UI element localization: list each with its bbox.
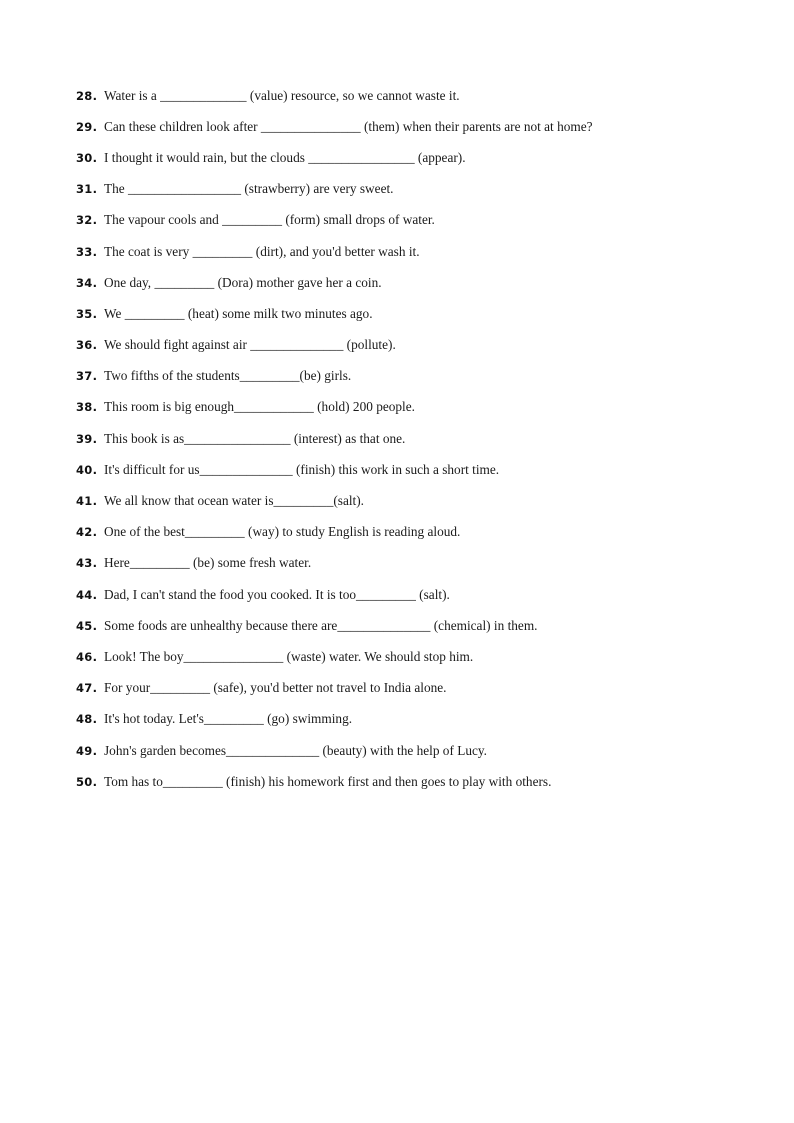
question-number: 33.	[76, 244, 98, 259]
question-number: 36.	[76, 338, 98, 353]
question-item	[76, 236, 766, 267]
question-text: Water is a _____________ (value) resource, so we cannot waste it.	[104, 87, 460, 103]
question-item	[76, 673, 766, 704]
question-text: One day, _________ (Dora) mother gave her a coin.	[104, 274, 382, 290]
question-text: Dad, I can't stand the food you cooked. It is too_________ (salt).	[104, 586, 450, 602]
question-item	[76, 641, 766, 672]
question-item	[76, 454, 766, 485]
question-item	[76, 766, 766, 797]
question-text: Two fifths of the students_________(be) girls.	[104, 368, 352, 384]
question-number: 31.	[76, 182, 98, 197]
question-text: Look! The boy_______________ (waste) water. We should stop him.	[104, 648, 474, 664]
question-number: 34.	[76, 275, 98, 290]
question-item	[76, 111, 766, 142]
question-text: This book is as________________ (interest) as that one.	[104, 430, 406, 446]
question-item	[76, 610, 766, 641]
question-number: 35.	[76, 306, 98, 321]
question-text: Tom has to_________ (finish) his homework first and then goes to play with others.	[104, 773, 552, 789]
question-item	[76, 267, 766, 298]
question-text: Here_________ (be) some fresh water.	[104, 555, 312, 571]
question-item	[76, 330, 766, 361]
question-item	[76, 361, 766, 392]
question-text: Can these children look after _______________ (them) when their parents are not at home?	[104, 118, 593, 134]
question-text: It's difficult for us______________ (finish) this work in such a short time.	[104, 461, 500, 477]
question-text: For your_________ (safe), you'd better not travel to India alone.	[104, 680, 447, 696]
question-number: 32.	[76, 213, 98, 228]
question-number: 44.	[76, 587, 98, 602]
question-number: 48.	[76, 712, 98, 727]
question-item	[76, 298, 766, 329]
question-item	[76, 517, 766, 548]
question-text: One of the best_________ (way) to study English is reading aloud.	[104, 524, 461, 540]
question-list	[76, 80, 766, 797]
question-item	[76, 735, 766, 766]
question-item	[76, 423, 766, 454]
question-item	[76, 579, 766, 610]
question-number: 50.	[76, 774, 98, 789]
question-text: We _________ (heat) some milk two minutes ago.	[104, 305, 373, 321]
question-text: John's garden becomes______________ (beauty) with the help of Lucy.	[104, 742, 487, 758]
question-item	[76, 174, 766, 205]
question-number: 30.	[76, 150, 98, 165]
question-item	[76, 704, 766, 735]
question-item	[76, 392, 766, 423]
question-text: We should fight against air ______________ (pollute).	[104, 337, 396, 353]
question-text: The _________________ (strawberry) are very sweet.	[104, 181, 394, 197]
question-number: 42.	[76, 525, 98, 540]
question-text: The vapour cools and _________ (form) small drops of water.	[104, 212, 435, 228]
question-text: This room is big enough____________ (hold) 200 people.	[104, 399, 415, 415]
question-number: 37.	[76, 369, 98, 384]
question-number: 47.	[76, 681, 98, 696]
question-text: The coat is very _________ (dirt), and you'd better wash it.	[104, 243, 420, 259]
question-number: 39.	[76, 431, 98, 446]
question-item	[76, 548, 766, 579]
question-number: 41.	[76, 494, 98, 509]
question-item	[76, 485, 766, 516]
question-number: 46.	[76, 649, 98, 664]
question-number: 38.	[76, 400, 98, 415]
question-number: 45.	[76, 618, 98, 633]
question-number: 29.	[76, 119, 98, 134]
question-text: I thought it would rain, but the clouds ________________ (appear).	[104, 149, 466, 165]
question-text: It's hot today. Let's_________ (go) swimming.	[104, 711, 353, 727]
question-number: 28.	[76, 88, 98, 103]
question-text: Some foods are unhealthy because there are______________ (chemical) in them.	[104, 617, 538, 633]
question-item	[76, 205, 766, 236]
question-item	[76, 80, 766, 111]
question-item	[76, 142, 766, 173]
question-number: 40.	[76, 462, 98, 477]
question-number: 49.	[76, 743, 98, 758]
question-text: We all know that ocean water is_________(salt).	[104, 493, 364, 509]
question-number: 43.	[76, 556, 98, 571]
